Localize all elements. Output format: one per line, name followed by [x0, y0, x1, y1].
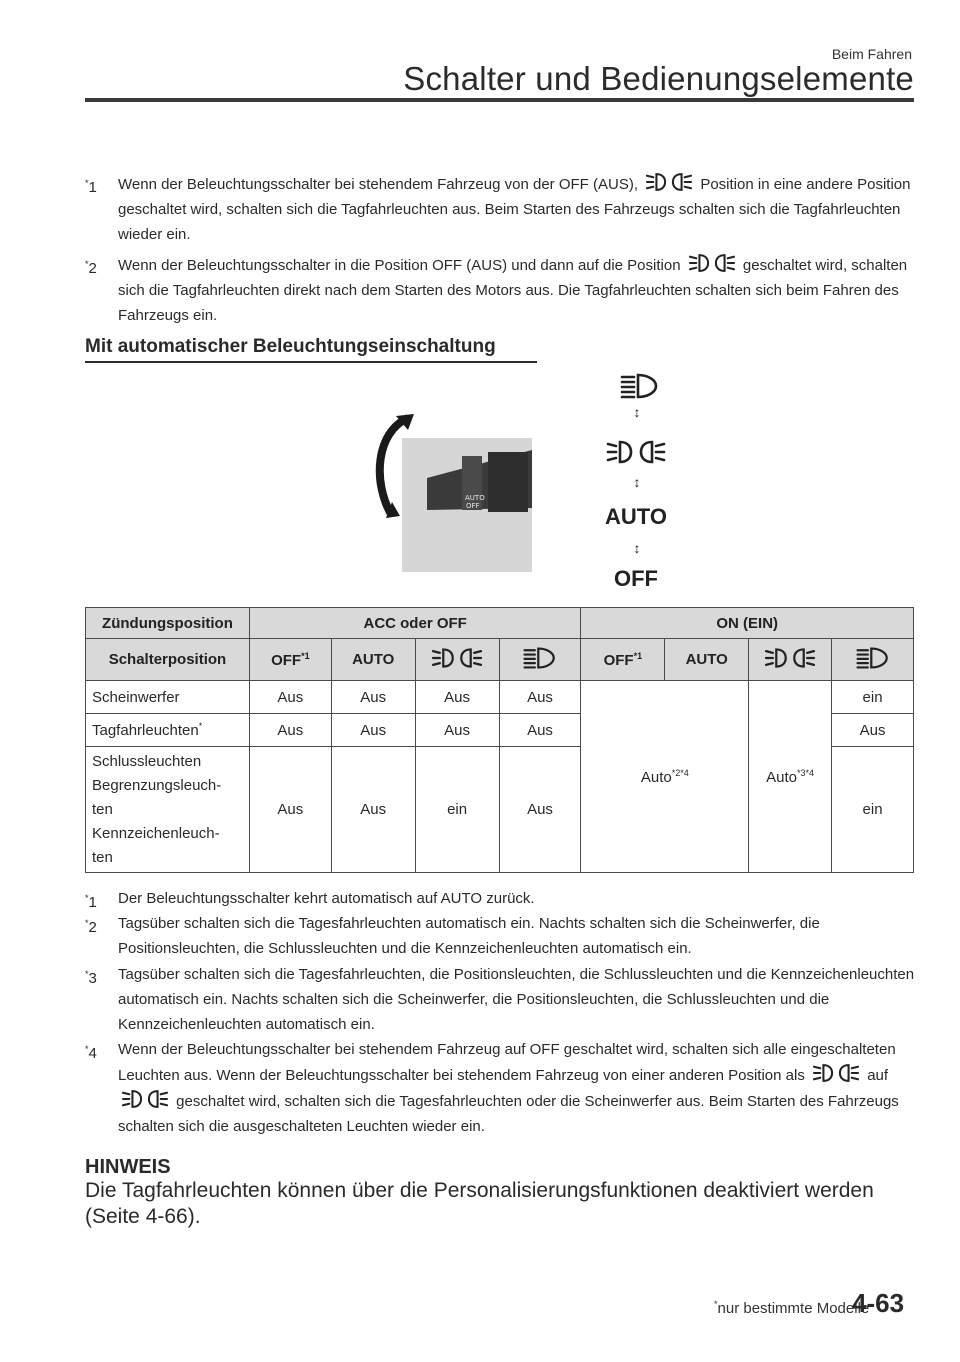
- row-label: Schlussleuchten Begrenzungsleuch- ten Kennzeichenleuch- ten: [86, 747, 250, 873]
- position-light-icon: [811, 1062, 861, 1084]
- updown-arrow-icon: ↕: [633, 474, 641, 490]
- section-subheading: Mit automatischer Beleuchtungseinschaltung: [85, 336, 496, 357]
- note-marker: *2: [85, 259, 97, 277]
- footnote-2: *2 Tagsüber schalten sich die Tagesfahrleuchten automatisch ein. Nachts schalten sich die Scheinwerfer, die Positionsleuchten, die Schlussleuchten und die Kennzeichenleuchten automatisch ein.: [85, 911, 915, 961]
- header-auto: AUTO: [331, 639, 415, 681]
- light-switch-figure: [362, 372, 678, 596]
- updown-arrow-icon: ↕: [633, 540, 641, 556]
- headlight-icon: [620, 372, 660, 400]
- footnote-marker: *1: [85, 893, 97, 911]
- header-acc-off: ACC oder OFF: [249, 608, 581, 639]
- note-text: Wenn der Beleuchtungsschalter in die Position OFF (AUS) und dann auf die Position: [118, 257, 681, 274]
- table-cell: Aus: [249, 747, 331, 873]
- top-note-2: [85, 252, 915, 328]
- row-label: Scheinwerfer: [86, 681, 250, 714]
- header-auto: AUTO: [665, 639, 749, 681]
- header-switch-position: Schalterposition: [86, 639, 250, 681]
- table-cell: Aus: [415, 714, 499, 747]
- header-off: OFF$^{*1}$: [249, 639, 331, 681]
- table-cell: Aus: [499, 714, 581, 747]
- note-heading: HINWEIS: [85, 1156, 171, 1178]
- header-on: ON (EIN): [581, 608, 914, 639]
- position-light-icon: [644, 171, 694, 193]
- footnote-3: *3 Tagsüber schalten sich die Tagesfahrleuchten, die Positionsleuchten, die Schlussleuchten und die Kennzeichenleuchten automatisch ein. Nachts schalten sich die Scheinwerfer, die Positionsleuchten, die Schlussleuchten und die Kennzeichenleuchten automatisch ein.: [85, 962, 915, 1037]
- table-cell: ein: [415, 747, 499, 873]
- off-label: OFF: [614, 566, 658, 591]
- note-text: geschaltet wird, schalten sich die Tagfahrleuchten direkt nach dem Starten des Motors aus. Die Tagfahrleuchten schalten sich beim Fahren des Fahrzeugs ein.: [118, 257, 908, 324]
- header-headlight: [499, 639, 581, 681]
- footnote-4: *4 Wenn der Beleuchtungsschalter bei stehendem Fahrzeug auf OFF geschaltet wird, schalten sich alle eingeschalteten Leuchten aus. Wenn der Beleuchtungsschalter bei stehendem Fahrzeug von einer anderen Position als auf geschaltet wird, schalten sich die Tagesfahrleuchten oder die Scheinwerfer aus. Beim Starten des Fahrzeugs schalten sich die ausgeschalteten Leuchten wieder ein.: [85, 1037, 915, 1139]
- position-light-icon: [606, 438, 666, 466]
- table-cell: Aus: [499, 681, 581, 714]
- table-cell: Aus: [249, 681, 331, 714]
- merged-auto-cell: Auto$^{*3*4}$: [749, 681, 832, 873]
- stalk-off-text: OFF: [466, 502, 480, 510]
- stalk-auto-text: AUTO: [465, 494, 485, 502]
- note-text: Wenn der Beleuchtungsschalter bei stehendem Fahrzeug von der OFF (AUS),: [118, 176, 638, 193]
- page-number: 4-63: [852, 1288, 905, 1318]
- table-cell: Aus: [331, 747, 415, 873]
- auto-label: AUTO: [605, 504, 667, 529]
- note-text: Position in eine andere Position geschaltet wird, schalten sich die Tagfahrleuchten aus. Beim Starten des Fahrzeugs schalten sich die Tagfahrleuchten wieder ein.: [118, 176, 911, 243]
- page-title: Schalter und Bedienungselemente: [403, 60, 914, 97]
- header-section: Beim Fahren: [831, 46, 912, 62]
- top-note-1: [85, 171, 915, 247]
- row-label: Tagfahrleuchten*: [86, 714, 250, 747]
- subheading-underline: [85, 361, 537, 363]
- headlight-icon: [855, 646, 891, 670]
- table-cell: Aus: [832, 714, 914, 747]
- rotation-arrow-icon: [362, 412, 422, 522]
- footer-model-note: *nur bestimmte Modelle: [714, 1299, 870, 1317]
- footnote-marker: *3: [85, 969, 97, 987]
- header-divider: [85, 98, 914, 102]
- header-headlight: [832, 639, 914, 681]
- header-off: OFF$^{*1}$: [581, 639, 665, 681]
- table-cell: Aus: [415, 681, 499, 714]
- table-cell: ein: [832, 747, 914, 873]
- footnote-marker: *4: [85, 1044, 97, 1062]
- merged-auto-cell: Auto$^{*2*4}$: [581, 681, 749, 873]
- footnote-1: *1 Der Beleuchtungsschalter kehrt automatisch auf AUTO zurück.: [85, 886, 915, 911]
- footnote-marker: *2: [85, 918, 97, 936]
- table-cell: Aus: [331, 714, 415, 747]
- position-light-icon: [687, 252, 737, 274]
- position-light-icon: [764, 646, 816, 670]
- header-position-light: [749, 639, 832, 681]
- header-position-light: [415, 639, 499, 681]
- table-cell: ein: [832, 681, 914, 714]
- table-cell: Aus: [331, 681, 415, 714]
- header-ignition: Zündungsposition: [86, 608, 250, 639]
- note-body: Die Tagfahrleuchten können über die Personalisierungsfunktionen deaktiviert werden (Seite 4-66).: [85, 1179, 874, 1228]
- light-status-table: [85, 607, 914, 873]
- position-light-icon: [431, 646, 483, 670]
- headlight-icon: [522, 646, 558, 670]
- updown-arrow-icon: ↕: [633, 404, 641, 420]
- table-cell: Aus: [249, 714, 331, 747]
- table-row: [86, 681, 914, 714]
- table-cell: Aus: [499, 747, 581, 873]
- position-light-icon: [120, 1088, 170, 1110]
- note-marker: *1: [85, 178, 97, 196]
